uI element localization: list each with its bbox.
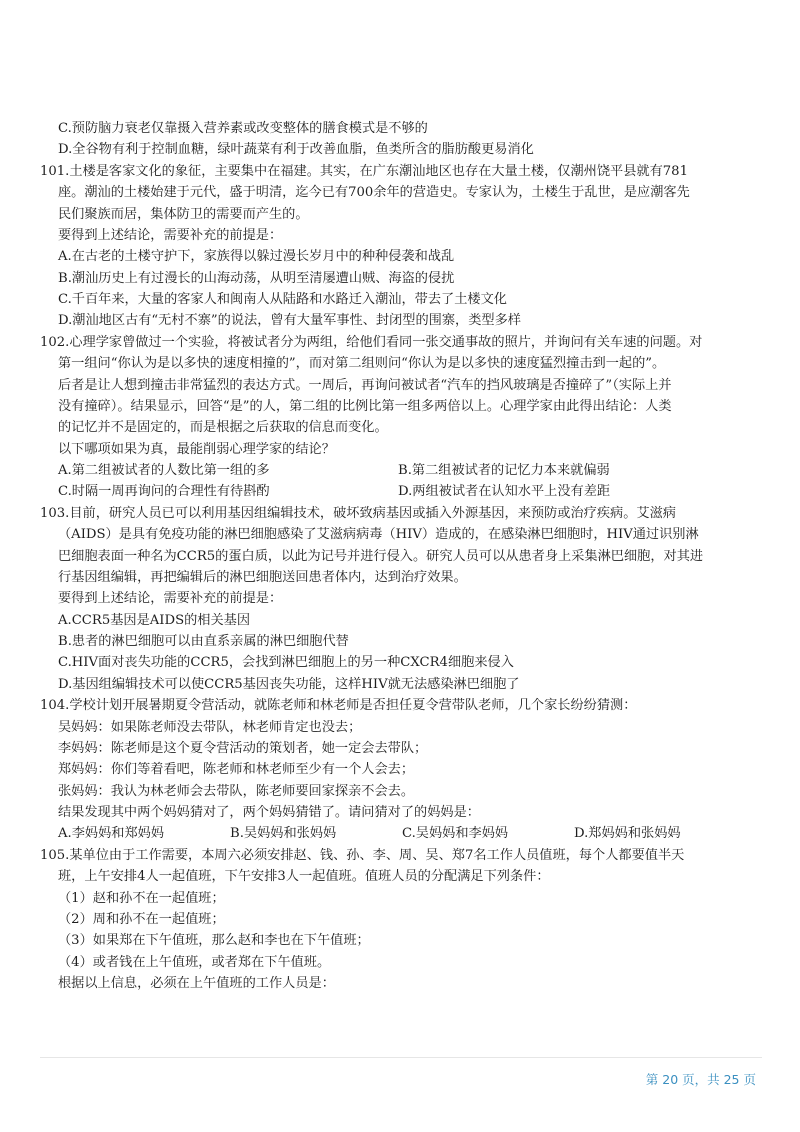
option-c: C.千百年来，大量的客家人和闽南人从陆路和水路迁入潮汕，带去了土楼文化 [58,292,507,307]
question-prompt: 根据以上信息，必须在上午值班的工作人员是： [58,976,335,991]
question-stem-line: 105.某单位由于工作需要，本周六必须安排赵、钱、孙、李、周、吴、郑7名工作人员值班，每个人都要值半天 [40,847,685,863]
option-d: D.潮汕地区古有“无村不寨”的说法，曾有大量军事性、封闭型的围寨，类型多样 [58,313,521,329]
question-stem-line: 104.学校计划开展暑期夏令营活动，就陈老师和林老师是否担任夏令营带队老师，几个家长纷纷猜测： [40,698,637,714]
options-row [40,825,765,843]
guess-zheng: 郑妈妈：你们等着看吧，陈老师和林老师至少有一个人会去； [58,762,415,778]
q100-option-d: D.全谷物有利于控制血糖，绿叶蔬菜有利于改善血脂，鱼类所含的脂肪酸更易消化 [58,142,534,158]
q100-option-c: C.预防脑力衰老仅靠摄入营养素或改变整体的膳食模式是不够的 [58,121,428,136]
options-row [40,462,765,480]
options-row [40,483,765,501]
option-b: B.吴妈妈和张妈妈 [230,826,337,842]
question-105 [40,847,765,993]
option-a: A.在古老的土楼守护下，家族得以躲过漫长岁月中的种种侵袭和战乱 [58,249,455,265]
question-stem-line: 103.目前，研究人员已可以利用基因组编辑技术，破坏致病基因或插入外源基因，来预防或治疗疾病。艾滋病 [40,505,676,521]
condition-3: （3）如果郑在下午值班，那么赵和李也在下午值班； [58,933,370,949]
option-c: C.时隔一周再询问的合理性有待斟酌 [58,484,270,500]
guess-li: 李妈妈：陈老师是这个夏令营活动的策划者，她一定会去带队； [58,740,428,756]
question-prompt: 以下哪项如果为真，最能削弱心理学家的结论？ [58,441,335,457]
option-d: D.两组被试者在认知水平上没有差距 [398,484,611,500]
question-stem-line: 没有撞碎）。结果显示，回答“是”的人，第二组的比例比第一组多两倍以上。心理学家由此得出结论：人类 [58,398,672,414]
question-stem-line: 行基因组编辑，再把编辑后的淋巴细胞送回患者体内，达到治疗效果。 [58,569,467,585]
question-stem-line: 的记忆并不是固定的，而是根据之后获取的信息而变化。 [58,420,388,436]
question-stem-line: 班，上午安排4人一起值班，下午安排3人一起值班。值班人员的分配满足下列条件： [58,869,550,885]
option-a: A.CCR5基因是AIDS的相关基因 [58,612,251,628]
question-stem-line: （AIDS）是具有免疫功能的淋巴细胞感染了艾滋病病毒（HIV）造成的，在感染淋巴细胞时，HIV通过识别淋 [58,527,699,543]
question-104 [40,697,765,843]
question-102 [40,334,765,502]
question-101 [40,163,765,331]
option-d: D.郑妈妈和张妈妈 [574,826,681,842]
option-b: B.潮汕历史上有过漫长的山海动荡，从明至清屡遭山贼、海盗的侵扰 [58,270,455,286]
option-a: A.第二组被试者的人数比第一组的多 [58,463,270,478]
question-stem-line: 民们聚族而居，集体防卫的需要而产生的。 [58,206,309,222]
question-prompt: 结果发现其中两个妈妈猜对了，两个妈妈猜错了。请问猜对了的妈妈是： [58,805,480,820]
question-stem-line: 后者是让人想到撞击非常猛烈的表达方式。一周后，再询问被试者“汽车的挡风玻璃是否撞碎了”（实际上并 [58,377,672,393]
question-stem-line: 101.土楼是客家文化的象征，主要集中在福建。其实，在广东潮汕地区也存在大量土楼，仅潮州饶平县就有781 [40,163,688,179]
page-content [40,120,765,996]
question-103 [40,505,765,694]
option-b: B.患者的淋巴细胞可以由直系亲属的淋巴细胞代替 [58,634,349,649]
option-d: D.基因组编辑技术可以使CCR5基因丧失功能，这样HIV就无法感染淋巴细胞了 [58,676,520,692]
option-c: C.吴妈妈和李妈妈 [402,826,509,842]
footer-divider [40,1057,762,1058]
question-prompt: 要得到上述结论，需要补充的前提是： [58,591,283,607]
question-stem-line: 巴细胞表面一种名为CCR5的蛋白质，以此为记号并进行侵入。研究人员可以从患者身上采集淋巴细胞，对其进 [58,548,704,564]
option-b: B.第二组被试者的记忆力本来就偏弱 [398,463,610,478]
condition-4: （4）或者钱在上午值班，或者郑在下午值班。 [58,954,331,970]
option-a: A.李妈妈和郑妈妈 [58,826,165,842]
guess-zhang: 张妈妈：我认为林老师会去带队，陈老师要回家探亲不会去。 [58,783,415,799]
condition-2: （2）周和孙不在一起值班； [58,911,225,927]
question-stem-line: 第一组问“你认为是以多快的速度相撞的”，而对第二组则问“你认为是以多快的速度猛烈撞击到一起的”。 [58,356,666,372]
question-prompt: 要得到上述结论，需要补充的前提是： [58,227,283,243]
condition-1: （1）赵和孙不在一起值班； [58,890,225,906]
guess-wu: 吴妈妈：如果陈老师没去带队，林老师肯定也没去； [58,719,362,735]
question-stem-line: 座。潮汕的土楼始建于元代，盛于明清，迄今已有700余年的营造史。专家认为，土楼生于乱世，是应潮客先 [58,185,690,201]
question-stem-line: 102.心理学家曾做过一个实验，将被试者分为两组，给他们看同一张交通事故的照片，并询问有关车速的问题。对 [40,334,703,350]
page-number: 第 20 页，共 25 页 [645,1072,756,1087]
option-c: C.HIV面对丧失功能的CCR5，会找到淋巴细胞上的另一种CXCR4细胞来侵入 [58,655,514,671]
